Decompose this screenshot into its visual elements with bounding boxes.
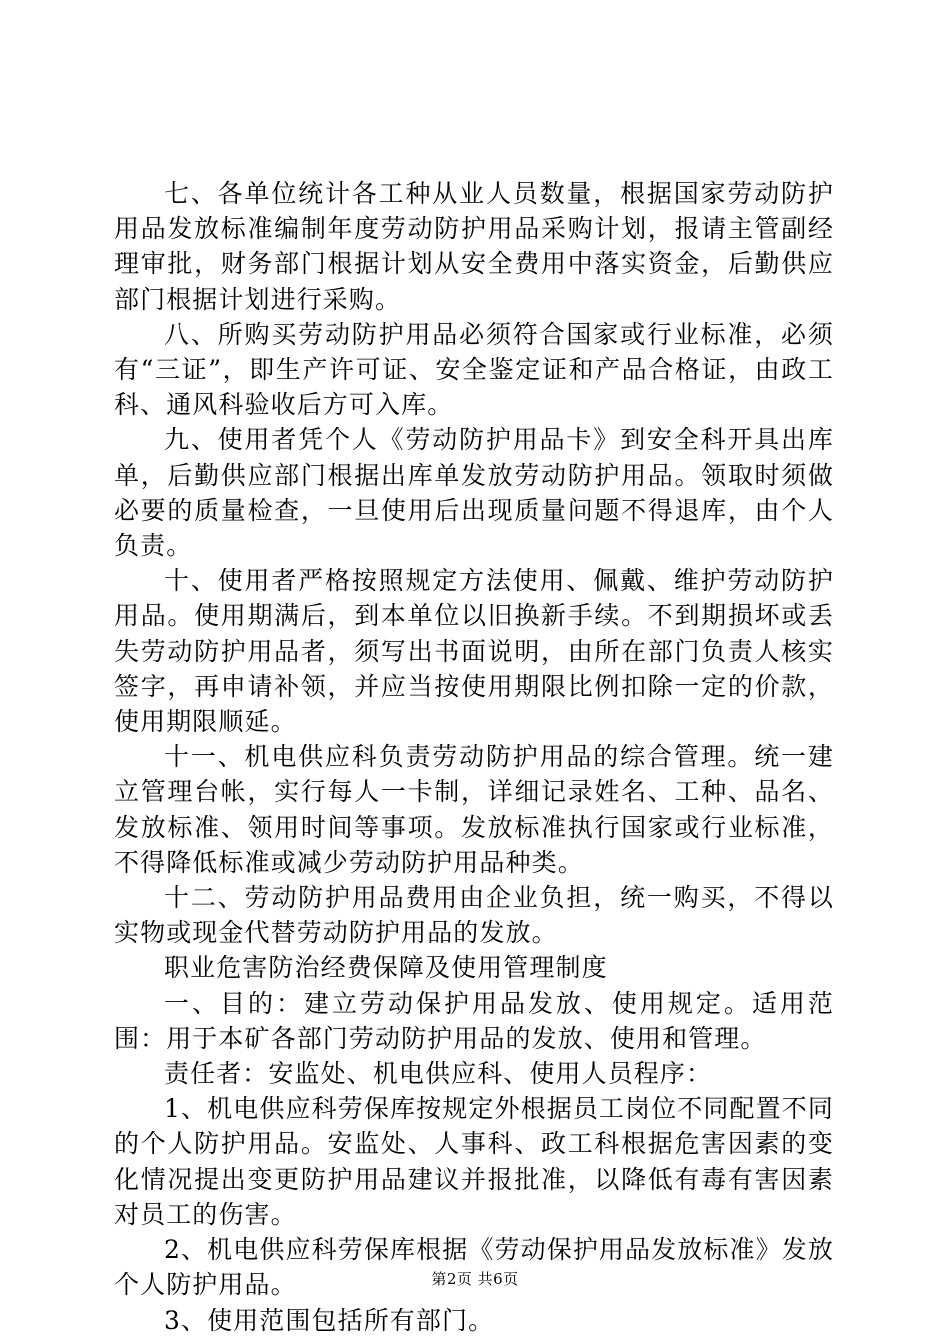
paragraph-step-2: 2、机电供应科劳保库根据《劳动保护用品发放标准》发放个人防护用品。 <box>114 1235 834 1300</box>
paragraph-item-9: 九、使用者凭个人《劳动防护用品卡》到安全科开具出库单，后勤供应部门根据出库单发放劳动防护用品。领取时须做必要的质量检查，一旦使用后出现质量问题不得退库，由个人负责。 <box>114 425 834 561</box>
paragraph-item-10: 十、使用者严格按照规定方法使用、佩戴、维护劳动防护用品。使用期满后，到本单位以旧换新手续。不到期损坏或丢失劳动防护用品者，须写出书面说明，由所在部门负责人核实签字，再申请补领，并应当按使用期限比例扣除一定的价款，使用期限顺延。 <box>114 566 834 737</box>
paragraph-item-8: 八、所购买劳动防护用品必须符合国家或行业标准，必须有“三证”，即生产许可证、安全鉴定证和产品合格证，由政工科、通风科验收后方可入库。 <box>114 319 834 420</box>
section-heading: 职业危害防治经费保障及使用管理制度 <box>164 953 608 983</box>
document-body <box>114 176 834 1338</box>
paragraph-step-1: 1、机电供应科劳保库按规定外根据员工岗位不同配置不同的个人防护用品。安监处、人事科、政工科根据危害因素的变化情况提出变更防护用品建议并报批准，以降低有毒有害因素对员工的伤害。 <box>114 1094 834 1229</box>
page-footer <box>0 1268 950 1289</box>
paragraph-item-11: 十一、机电供应科负责劳动防护用品的综合管理。统一建立管理台帐，实行每人一卡制，详细记录姓名、工种、品名、发放标准、领用时间等事项。发放标准执行国家或行业标准，不得降低标准或减少劳动防护用品种类。 <box>114 742 834 877</box>
paragraph-step-3: 3、使用范围包括所有部门。 <box>164 1305 495 1335</box>
page-number-label: 第2页 共6页 <box>431 1270 519 1288</box>
paragraph-responsible: 责任者：安监处、机电供应科、使用人员程序： <box>164 1059 713 1089</box>
paragraph-purpose: 一、目的：建立劳动保护用品发放、使用规定。适用范围：用于本矿各部门劳动防护用品的发放、使用和管理。 <box>114 988 834 1053</box>
paragraph-item-7: 七、各单位统计各工种从业人员数量，根据国家劳动防护用品发放标准编制年度劳动防护用品采购计划，报请主管副经理审批，财务部门根据计划从安全费用中落实资金，后勤供应部门根据计划进行采购。 <box>114 179 834 314</box>
paragraph-item-12: 十二、劳动防护用品费用由企业负担，统一购买，不得以实物或现金代替劳动防护用品的发放。 <box>114 883 834 948</box>
